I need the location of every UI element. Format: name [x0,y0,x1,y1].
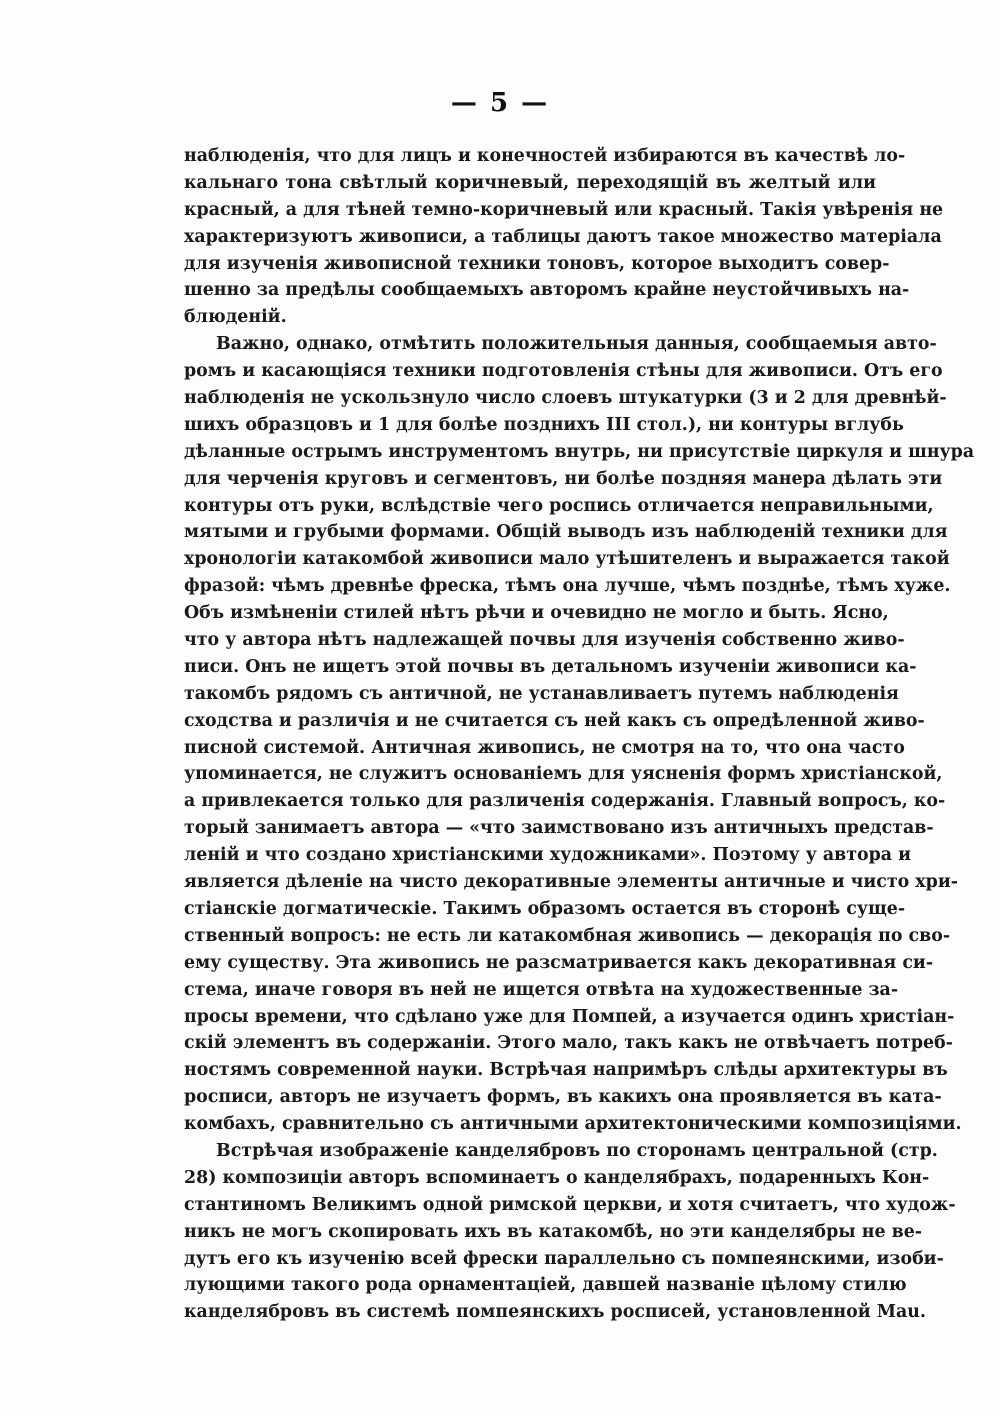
text-line: торый занимаетъ автора — «что заимствовано изъ античныхъ представ- [184,818,934,839]
text-line: шихъ образцовъ и 1 для болѣе позднихъ III стол.), ни контуры вглубь [184,414,904,435]
text-line: блюденій. [184,307,287,328]
text-line: писи. Онъ не ищетъ этой почвы въ детальномъ изученіи живописи ка- [184,656,917,677]
text-line: стема, иначе говоря въ ней не ищется отвѣта на художественные за- [184,979,899,1000]
text-line: никъ не могъ скопировать ихъ въ катакомбѣ, но эти канделябры не ве- [184,1221,922,1242]
text-line: комбахъ, сравнительно съ античными архитектоническими композиціями. [184,1114,962,1135]
text-line: что у автора нѣтъ надлежащей почвы для изученія собственно живо- [184,630,905,651]
text-line: ностямъ современной науки. Встрѣчая напримѣръ слѣды архитектуры въ [184,1060,948,1081]
text-line: просы времени, что сдѣлано уже для Помпей, а изучается одинъ христіан- [184,1006,955,1027]
text-line: канделябровъ въ системѣ помпеянскихъ росписей, установленной Mau. [184,1302,926,1323]
text-line: стіанскіе догматическіе. Такимъ образомъ остается въ сторонѣ суще- [184,898,906,919]
text-line: писной системой. Античная живопись, не смотря на то, что она часто [184,737,905,758]
text-line: красный, а для тѣней темно-коричневый или красный. Такія увѣренія не [184,199,944,220]
text-line: дутъ его къ изученію всей фрески параллельно съ помпеянскими, изоби- [184,1248,944,1269]
text-line: сходства и различія и не считается съ ней какъ съ опредѣленной живо- [184,710,925,731]
text-line: шенно за предѣлы сообщаемыхъ авторомъ крайне неустойчивыхъ на- [184,280,910,301]
text-line: характеризуютъ живописи, а таблицы даютъ такое множество матеріала [184,226,942,247]
text-line: дѣланные острымъ инструментомъ внутрь, ни присутствіе циркуля и шнура [184,441,975,462]
text-line: ромъ и касающіяся техники подготовленія стѣны для живописи. Отъ его [184,361,943,382]
text-line: Встрѣчая изображеніе канделябровъ по сторонамъ центральной (стр. [216,1140,938,1161]
page-number: — 5 — [450,88,550,118]
text-line: Важно, однако, отмѣтить положительныя данныя, сообщаемыя авто- [216,334,937,355]
text-line: скій элементъ въ содержаніи. Этого мало, такъ какъ не отвѣчаетъ потреб- [184,1033,953,1054]
text-line: для черченія круговъ и сегментовъ, ни болѣе поздняя манера дѣлать эти [184,468,943,489]
text-line: ственный вопросъ: не есть ли катакомбная живопись — декорація по сво- [184,925,951,946]
text-line: является дѣленіе на чисто декоративные элементы античные и чисто хри- [184,872,958,893]
body-text [184,143,975,1326]
text-line: упоминается, не служитъ основаніемъ для уясненія формъ христіанской, [184,764,943,785]
text-line: ему существу. Эта живопись не разсматривается какъ декоративная си- [184,952,934,973]
text-line: кальнаго тона свѣтлый коричневый, переходящій въ желтый или [184,172,876,193]
text-line: наблюденія, что для лицъ и конечностей избираются въ качествѣ ло- [184,146,906,166]
text-line: фразой: чѣмъ древнѣе фреска, тѣмъ она лучше, чѣмъ позднѣе, тѣмъ хуже. [184,576,951,597]
text-line: хронологіи катакомбой живописи мало утѣшителенъ и выражается такой [184,549,950,570]
paragraph [184,143,944,331]
paragraph [184,331,975,1138]
text-line: а привлекается только для различенія содержанія. Главный вопросъ, ко- [184,791,946,812]
text-line: мятыми и грубыми формами. Общій выводъ изъ наблюденій техники для [184,522,948,543]
text-line: Объ измѣненіи стилей нѣтъ рѣчи и очевидно не могло и быть. Ясно, [184,603,889,624]
paragraph [184,1138,956,1326]
text-line: контуры отъ руки, вслѣдствіе чего роспись отличается неправильными, [184,495,934,516]
text-line: росписи, авторъ не изучаетъ формъ, въ какихъ она проявляется въ ката- [184,1087,942,1108]
text-line: такомбъ рядомъ съ античной, не устанавливаетъ путемъ наблюденія [184,683,899,704]
text-line: леній и что создано христіанскими художниками». Поэтому у автора и [184,845,912,866]
text-line: для изученія живописной техники тоновъ, которое выходитъ совер- [184,253,890,274]
text-line: наблюденія не ускользнуло число слоевъ штукатурки (3 и 2 для древнѣй- [184,388,947,409]
text-line: стантиномъ Великимъ одной римской церкви, и хотя считаетъ, что худож- [184,1194,956,1215]
text-line: лующими такого рода орнаментаціей, давшей названіе цѣлому стилю [184,1275,907,1296]
text-line: 28) композиціи авторъ вспоминаетъ о канделябрахъ, подаренныхъ Кон- [184,1167,930,1188]
